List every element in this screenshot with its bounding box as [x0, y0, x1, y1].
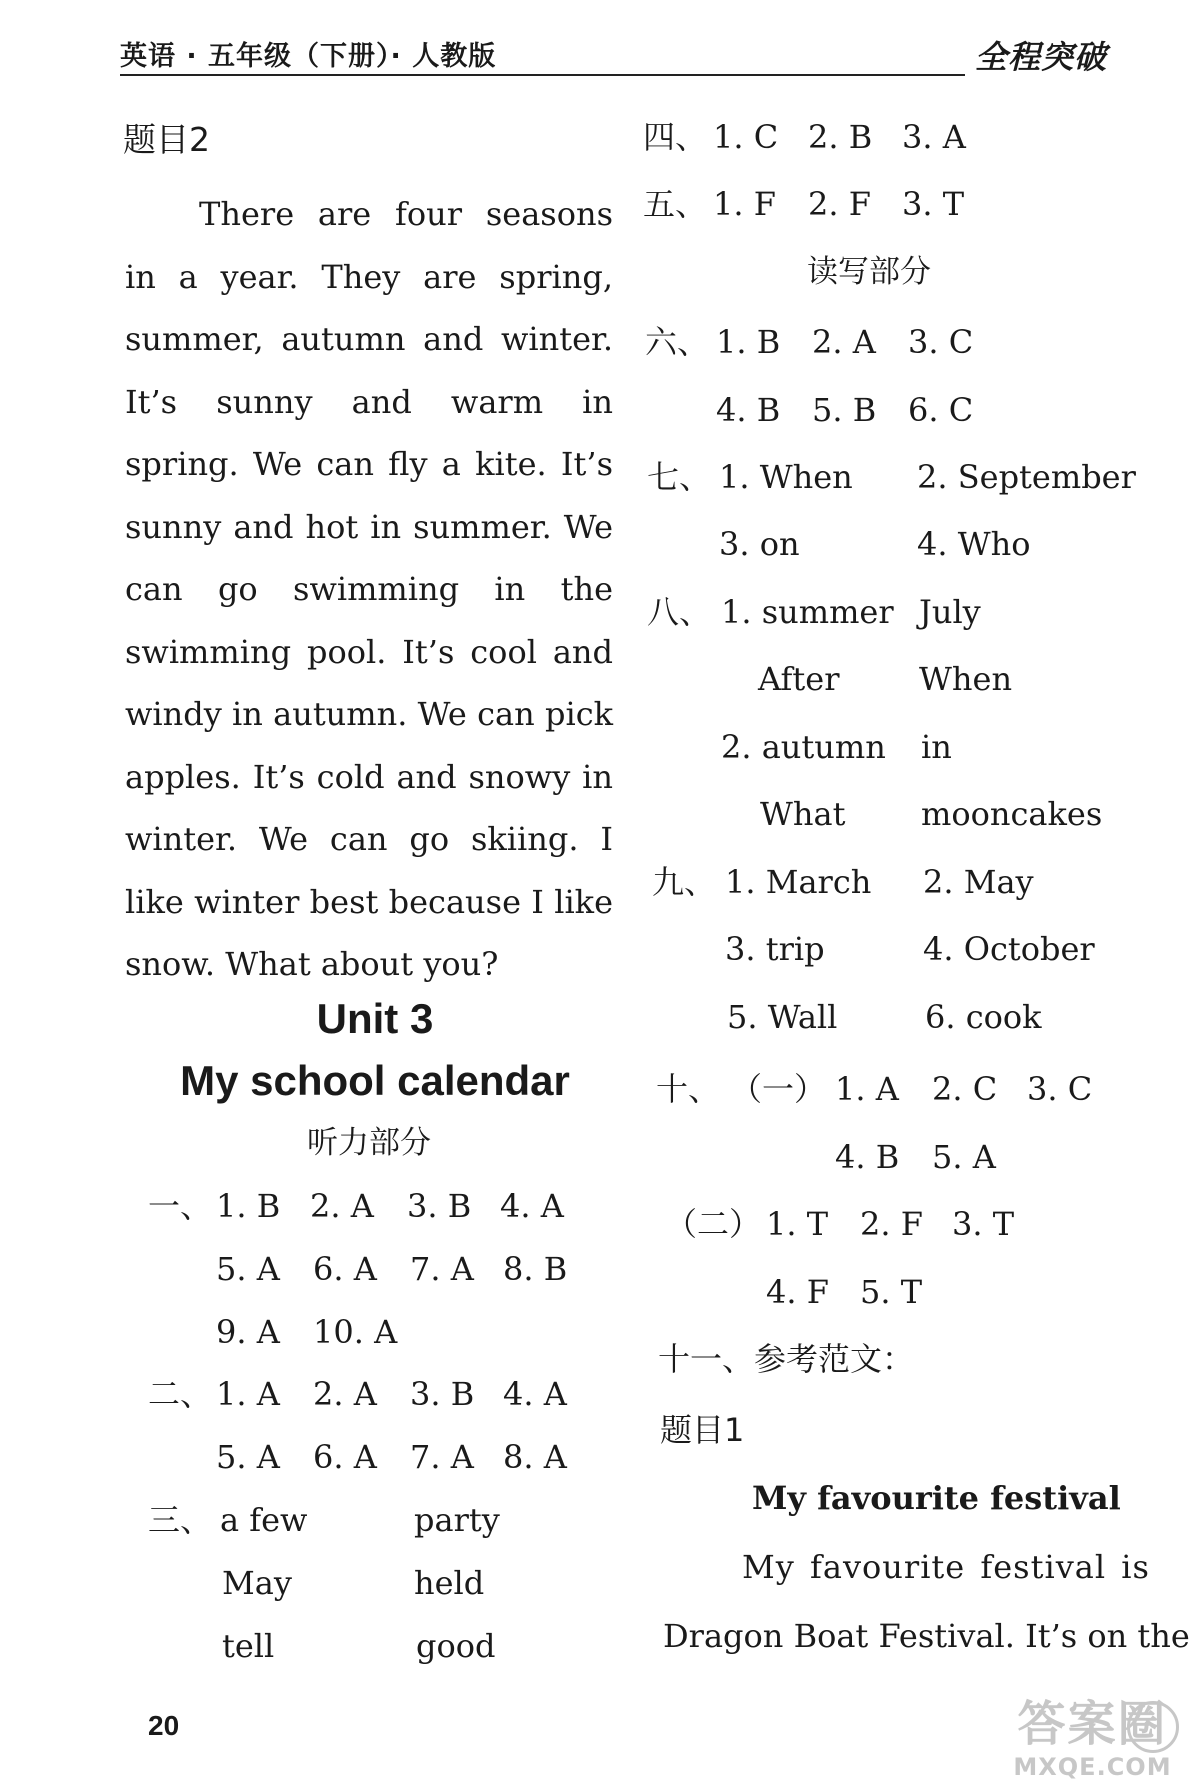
answer-item: 1. C	[713, 118, 779, 156]
answer-item: 3. T	[952, 1205, 1015, 1243]
section-8-label: 八、	[647, 593, 712, 631]
answer-item: July	[919, 593, 981, 631]
answer-item: 4. F	[766, 1273, 829, 1311]
part-1-label: （一）	[730, 1070, 827, 1108]
answer-item: 8. A	[503, 1438, 567, 1476]
header-series-logo: 全程突破	[975, 38, 1108, 76]
part-2-label: （二）	[665, 1205, 762, 1243]
answer-item: 5. Wall	[727, 998, 838, 1036]
answer-item: 6. cook	[925, 998, 1042, 1036]
answer-item: 3. trip	[725, 930, 825, 968]
answer-item: 1. B	[216, 1187, 281, 1225]
answer-item: 6. C	[908, 391, 974, 429]
answer-item: 4. B	[835, 1138, 900, 1176]
watermark-main-text: 答案圈	[1017, 1696, 1168, 1752]
answer-item: 5. T	[860, 1273, 923, 1311]
answer-item: 1. F	[713, 185, 776, 223]
essay-line: My favourite festival is	[742, 1548, 1150, 1586]
answer-item: 8. B	[503, 1250, 568, 1288]
answer-item: 2. F	[860, 1205, 923, 1243]
section-2-label: 二、	[148, 1375, 213, 1413]
listening-section-title: 听力部分	[307, 1125, 431, 1161]
answer-item: 4. Who	[917, 525, 1031, 563]
reading-writing-section-title: 读写部分	[807, 254, 931, 290]
answer-item: 3. T	[902, 185, 965, 223]
answer-item: 2. B	[808, 118, 873, 156]
answer-item: 4. October	[923, 930, 1095, 968]
section-10-label: 十、	[656, 1070, 721, 1108]
answer-item: 3. C	[908, 323, 974, 361]
answer-item: 6. A	[313, 1250, 377, 1288]
answer-item: 3. A	[902, 118, 966, 156]
answer-item: 1. A	[835, 1070, 899, 1108]
topic2-essay: There are four seasons in a year. They are spring, summer, autumn and winter. It’s sunny and warm in spring. We can fly a kite. It’s sunny and hot in summer. We can go swimming in the swimming pool. It’s cool and windy in autumn. We can pick apples. It’s cold and snowy in winter. We can go skiing. I like winter best because I like snow. What about you?	[125, 195, 613, 983]
page-number: 20	[148, 1710, 180, 1741]
unit-title: Unit 3	[316, 995, 434, 1042]
answer-item: held	[414, 1564, 485, 1602]
answer-item: mooncakes	[921, 795, 1103, 833]
answer-item: After	[758, 660, 840, 698]
watermark-circle-icon	[1127, 1701, 1179, 1753]
answer-item: 2. September	[917, 458, 1136, 496]
topic1-label: 题目1	[660, 1411, 745, 1449]
watermark-domain-text: MXQE.COM	[1013, 1753, 1172, 1781]
answer-item: 5. A	[932, 1138, 996, 1176]
answer-item: 7. A	[410, 1250, 474, 1288]
answer-item: good	[416, 1627, 496, 1665]
answer-item: 1. summer	[721, 593, 894, 631]
section-9-label: 九、	[652, 863, 717, 901]
section-3-label: 三、	[148, 1501, 213, 1539]
answer-item: 2. C	[932, 1070, 998, 1108]
answer-item: 3. B	[410, 1375, 475, 1413]
essay-line: Dragon Boat Festival. It’s on the	[663, 1617, 1190, 1655]
answer-item: 4. B	[716, 391, 781, 429]
answer-item: 1. A	[216, 1375, 280, 1413]
topic2-label: 题目2	[123, 120, 210, 159]
answer-item: 2. A	[812, 323, 876, 361]
answer-item: 5. A	[216, 1438, 280, 1476]
section-11-label: 十一、参考范文：	[658, 1340, 915, 1378]
header-book-info: 英语 · 五年级（下册）· 人教版	[120, 41, 497, 72]
answer-item: 1. March	[725, 863, 872, 901]
answer-item: 7. A	[410, 1438, 474, 1476]
answer-item: 2. May	[923, 863, 1034, 901]
answer-item: 1. T	[766, 1205, 829, 1243]
answer-item: 2. F	[808, 185, 871, 223]
answer-item: 10. A	[313, 1313, 398, 1351]
answer-item: 3. B	[407, 1187, 472, 1225]
answer-item: 6. A	[313, 1438, 377, 1476]
answer-item: party	[414, 1501, 500, 1539]
answer-item: tell	[222, 1627, 275, 1665]
answer-item: 4. A	[503, 1375, 567, 1413]
answer-item: May	[222, 1564, 292, 1602]
section-1-label: 一、	[148, 1187, 213, 1225]
answer-item: When	[919, 660, 1013, 698]
answer-item: What	[760, 795, 846, 833]
answer-item: 2. A	[313, 1375, 377, 1413]
answer-item: a few	[220, 1501, 308, 1539]
answer-item: 3. C	[1027, 1070, 1093, 1108]
answer-item: 4. A	[500, 1187, 564, 1225]
watermark	[1000, 1695, 1185, 1785]
answer-item: 3. on	[719, 525, 800, 563]
section-5-label: 五、	[643, 185, 708, 223]
answer-item: 1. B	[716, 323, 781, 361]
answer-item: 5. A	[216, 1250, 280, 1288]
answer-item: 5. B	[812, 391, 877, 429]
answer-item: 1. When	[719, 458, 853, 496]
section-7-label: 七、	[647, 458, 712, 496]
essay-title: My favourite festival	[752, 1479, 1121, 1517]
answer-item: 2. autumn	[721, 728, 886, 766]
answer-item: 2. A	[310, 1187, 374, 1225]
answer-item: in	[921, 728, 952, 766]
section-4-label: 四、	[643, 118, 708, 156]
answer-item: 9. A	[216, 1313, 280, 1351]
header-rule	[120, 74, 965, 76]
unit-subtitle: My school calendar	[180, 1057, 570, 1104]
section-6-label: 六、	[645, 323, 710, 361]
